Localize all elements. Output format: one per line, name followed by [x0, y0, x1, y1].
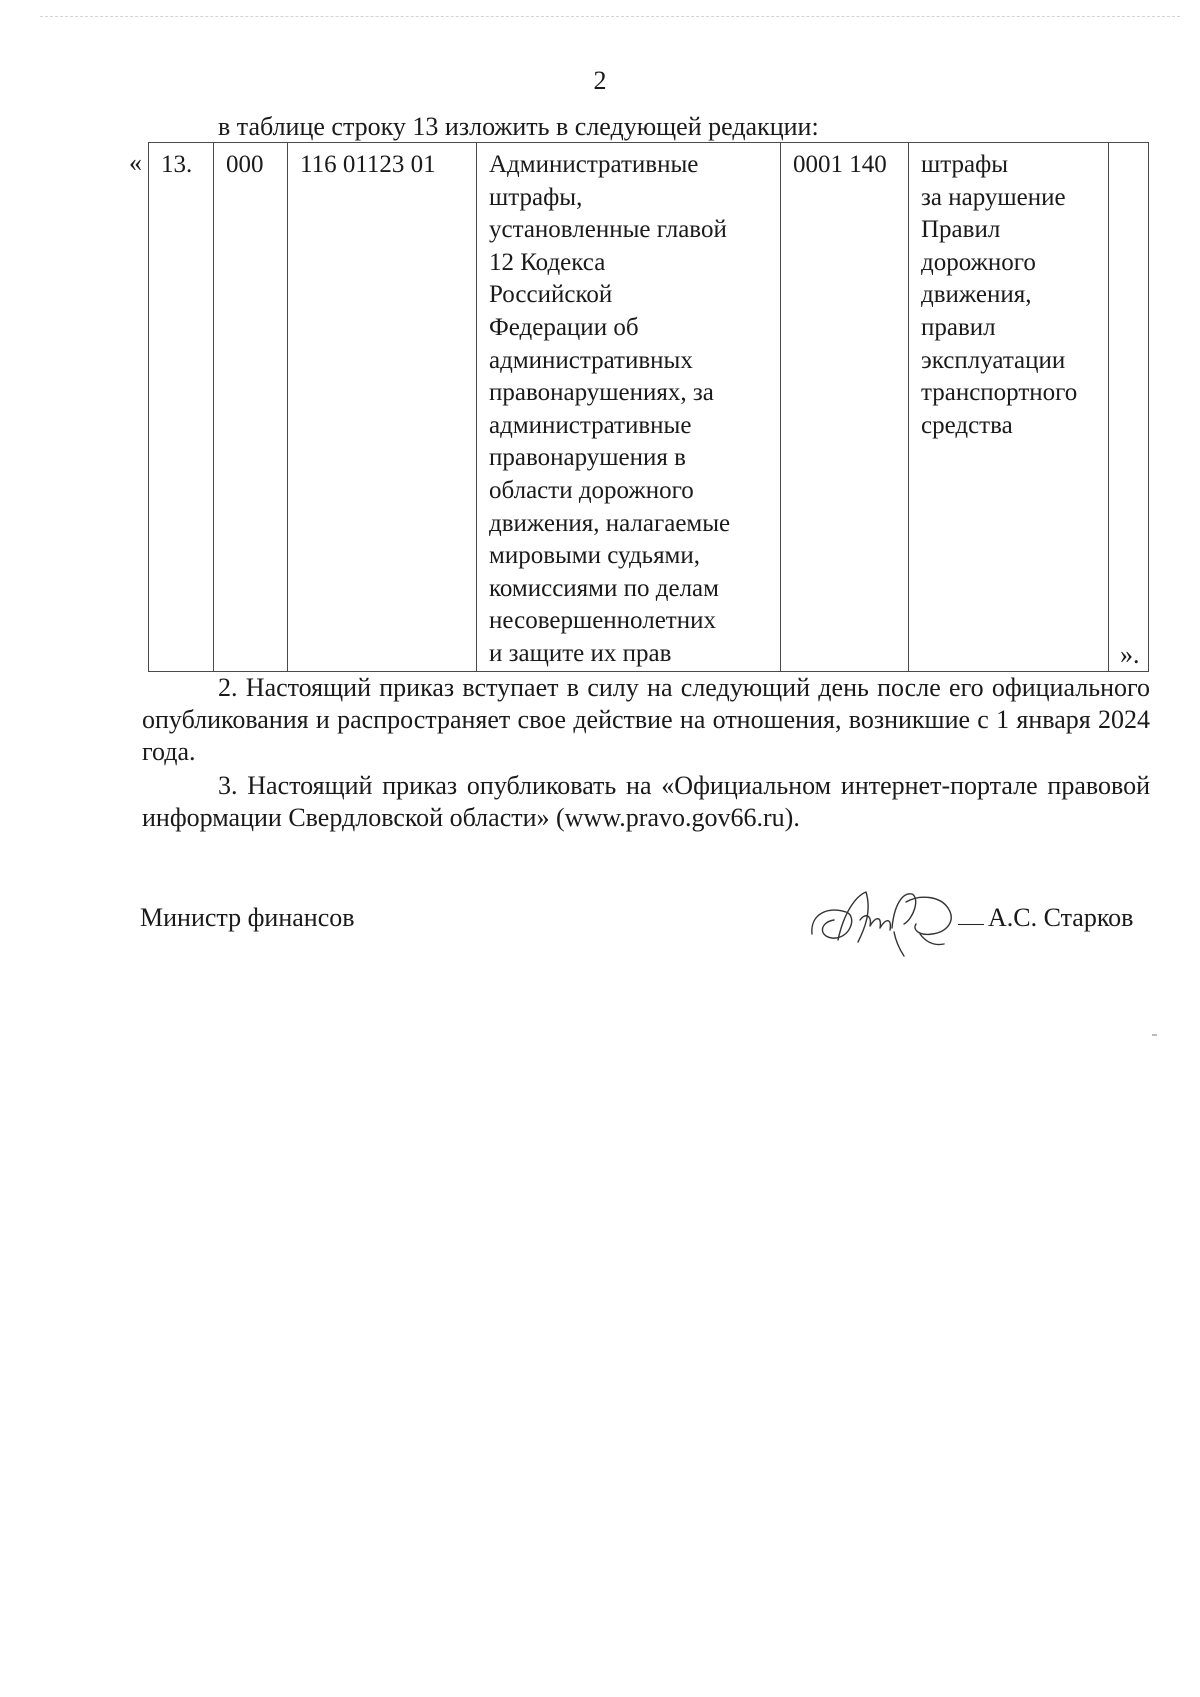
paragraph-3-text: 3. Настоящий приказ опубликовать на «Официальном интернет-портале правовой информации Свердловской области» (www.pravo.gov66.ru).: [142, 771, 1150, 832]
name-line: 12 Кодекса: [489, 248, 606, 276]
note-line: транспортного: [921, 379, 1078, 407]
note-line: штрафы: [921, 151, 1009, 178]
note-line: средства: [921, 411, 1013, 439]
page-number: 2: [593, 66, 607, 95]
paragraph-2: [142, 672, 1150, 768]
name-line: правонарушениях, за: [489, 379, 714, 407]
name-line: административных: [489, 346, 693, 374]
quote-open: «: [129, 148, 142, 177]
cell-sub-code: 0001 140: [781, 143, 909, 672]
name-line: Федерации об: [489, 313, 639, 341]
cell-admin-code: 000: [214, 143, 288, 672]
name-line: Административные: [489, 151, 699, 178]
name-line: движения, налагаемые: [489, 509, 731, 537]
cell-name: [477, 143, 781, 672]
name-line: мировыми судьями,: [489, 542, 701, 570]
name-line: Российской: [489, 281, 613, 309]
note-line: дорожного: [921, 248, 1036, 276]
note-lines: [921, 149, 1108, 442]
paragraph-3: [142, 770, 1150, 834]
name-line: административные: [489, 411, 692, 439]
cell-empty: [1109, 143, 1149, 672]
cell-row-number: 13.: [149, 143, 214, 672]
intro-text: в таблице строку 13 изложить в следующей редакции:: [218, 112, 819, 141]
quote-close: ».: [1120, 640, 1140, 669]
name-line: штрафы,: [489, 183, 583, 211]
cell-note: [909, 143, 1109, 672]
cell-group-code: 116 01123 01: [288, 143, 477, 672]
name-line: и защите их прав: [489, 639, 672, 667]
scan-edge: [40, 16, 1180, 17]
paragraph-2-text: 2. Настоящий приказ вступает в силу на следующий день после его официального опубликования и распространяет свое действие на отношения, возникшие с 1 января 2024 года.: [142, 673, 1150, 766]
name-line: комиссиями по делам: [489, 574, 719, 602]
signature-mark: [808, 872, 958, 958]
name-line: правонарушения в: [489, 444, 686, 472]
name-line: установленные главой: [489, 216, 727, 244]
note-line: эксплуатации: [921, 346, 1066, 374]
table-row: [149, 143, 1149, 672]
signer-name: А.С. Старков: [988, 903, 1134, 932]
name-line: несовершеннолетних: [489, 607, 716, 635]
note-line: правил: [921, 313, 996, 341]
note-line: за нарушение: [921, 183, 1066, 211]
note-line: движения,: [921, 281, 1032, 309]
name-line: области дорожного: [489, 476, 694, 504]
note-line: Правил: [921, 216, 1001, 244]
amendment-table: [148, 142, 1149, 672]
signer-title: Министр финансов: [140, 903, 355, 932]
scan-speck: [1152, 1034, 1157, 1036]
signature-underline: [958, 924, 984, 925]
name-lines: [489, 149, 780, 671]
